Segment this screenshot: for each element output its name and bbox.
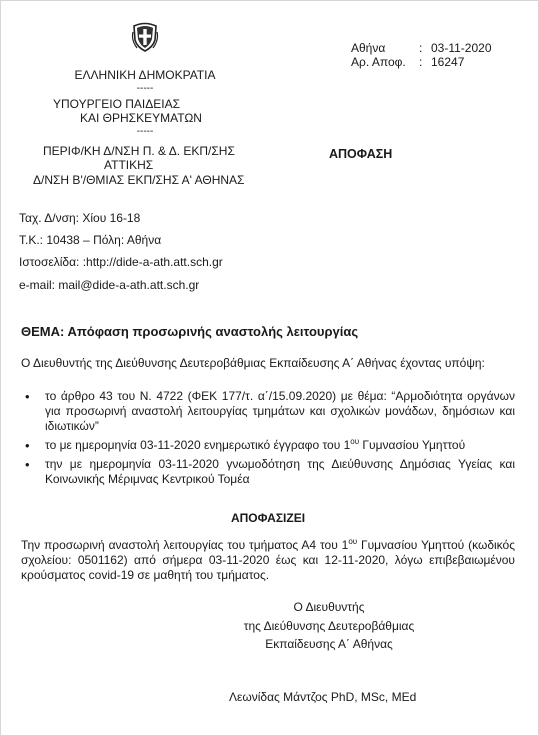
subject-line: ΘΕΜΑ: Απόφαση προσωρινής αναστολής λειτουργίας: [21, 324, 359, 339]
list-item: [21, 457, 515, 487]
decision-text: Την προσωρινή αναστολή λειτουργίας του τμήματος Α4 του 1: [21, 538, 349, 552]
reference-value: 16247: [431, 55, 465, 69]
signature-line-3: Εκπαίδευσης Α΄ Αθήνας: [265, 637, 393, 651]
signature-line-2: της Διεύθυνσης Δευτεροβάθμιας: [243, 619, 415, 633]
ordinal-suffix: ου: [348, 537, 358, 546]
considerations-list: [21, 389, 515, 491]
reference-row: [351, 55, 464, 69]
place-label: Αθήνα: [351, 41, 386, 55]
directorate-name: Δ/ΝΣΗ Β'/ΘΜΙΑΣ ΕΚΠ/ΣΗΣ Α' ΑΘΗΝΑΣ: [33, 173, 245, 187]
region-line-2: ΑΤΤΙΚΗΣ: [104, 158, 154, 172]
intro-paragraph: Ο Διευθυντής της Διεύθυνσης Δευτεροβάθμιας Εκπαίδευσης Α΄ Αθήνας έχοντας υπόψη:: [21, 356, 485, 370]
contact-website: Ιστοσελίδα: :http://dide-a-ath.att.sch.gr: [19, 255, 223, 269]
colon: :: [419, 41, 423, 55]
region-line-1: ΠΕΡΙΦ/ΚΗ Δ/ΝΣΗ Π. & Δ. ΕΚΠ/ΣΗΣ: [43, 144, 235, 158]
contact-email: e-mail: mail@dide-a-ath.att.sch.gr: [19, 278, 200, 292]
contact-postal: Τ.Κ.: 10438 – Πόλη: Αθήνα: [19, 233, 162, 247]
greek-emblem-icon: [131, 22, 159, 52]
date-value: 03-11-2020: [431, 41, 492, 55]
republic-title: ΕΛΛΗΝΙΚΗ ΔΗΜΟΚΡΑΤΙΑ: [74, 68, 216, 82]
contact-address: Ταχ. Δ/νση: Χίου 16-18: [19, 211, 141, 225]
date-row: [351, 41, 492, 55]
ordinal-suffix: ου: [350, 437, 360, 446]
decision-text: Γυμνασίου Υμηττού (κωδικός σχολείου: 0501162) από σήμερα 03-11-2020 έως και 12-11-2020, λόγω επιβεβαιωμένου κρούσματος covid-19 σε μαθητή του τμήματος.: [21, 538, 515, 582]
ministry-line-1: ΥΠΟΥΡΓΕΙΟ ΠΑΙΔΕΙΑΣ: [53, 97, 181, 111]
decision-paragraph: [21, 538, 515, 583]
separator: -----: [136, 126, 154, 137]
decision-heading: ΑΠΟΦΑΣΙΖΕΙ: [230, 511, 306, 525]
list-item: [21, 389, 515, 434]
separator: -----: [136, 83, 154, 94]
list-item: [21, 438, 515, 453]
signatory-name: Λεωνίδας Μάντζος PhD, MSc, MEd: [229, 690, 417, 704]
reference-label: Αρ. Αποφ.: [351, 55, 406, 69]
consideration-text: Γυμνασίου Υμηττού: [359, 438, 466, 452]
document-type: ΑΠΟΦΑΣΗ: [329, 147, 393, 161]
consideration-text: την με ημερομηνία 03-11-2020 γνωμοδότηση της Διεύθυνσης Δημόσιας Υγείας και Κοινωνικής Μέριμνας Κεντρικού Τομέα: [45, 457, 515, 486]
colon: :: [419, 55, 423, 69]
signature-title: Ο Διευθυντής: [293, 600, 365, 614]
consideration-text: το με ημερομηνία 03-11-2020 ενημερωτικό έγγραφο του 1: [45, 438, 351, 452]
consideration-text: το άρθρο 43 του Ν. 4722 (ΦΕΚ 177/τ. α΄/15.09.2020) με θέμα: “Αρμοδιότητα οργάνων για προσωρινή αναστολή λειτουργίας τμημάτων και σχολικών μονάδων, δημόσιων και ιδιωτικών”: [45, 389, 515, 433]
ministry-line-2: ΚΑΙ ΘΡΗΣΚΕΥΜΑΤΩΝ: [80, 111, 202, 125]
